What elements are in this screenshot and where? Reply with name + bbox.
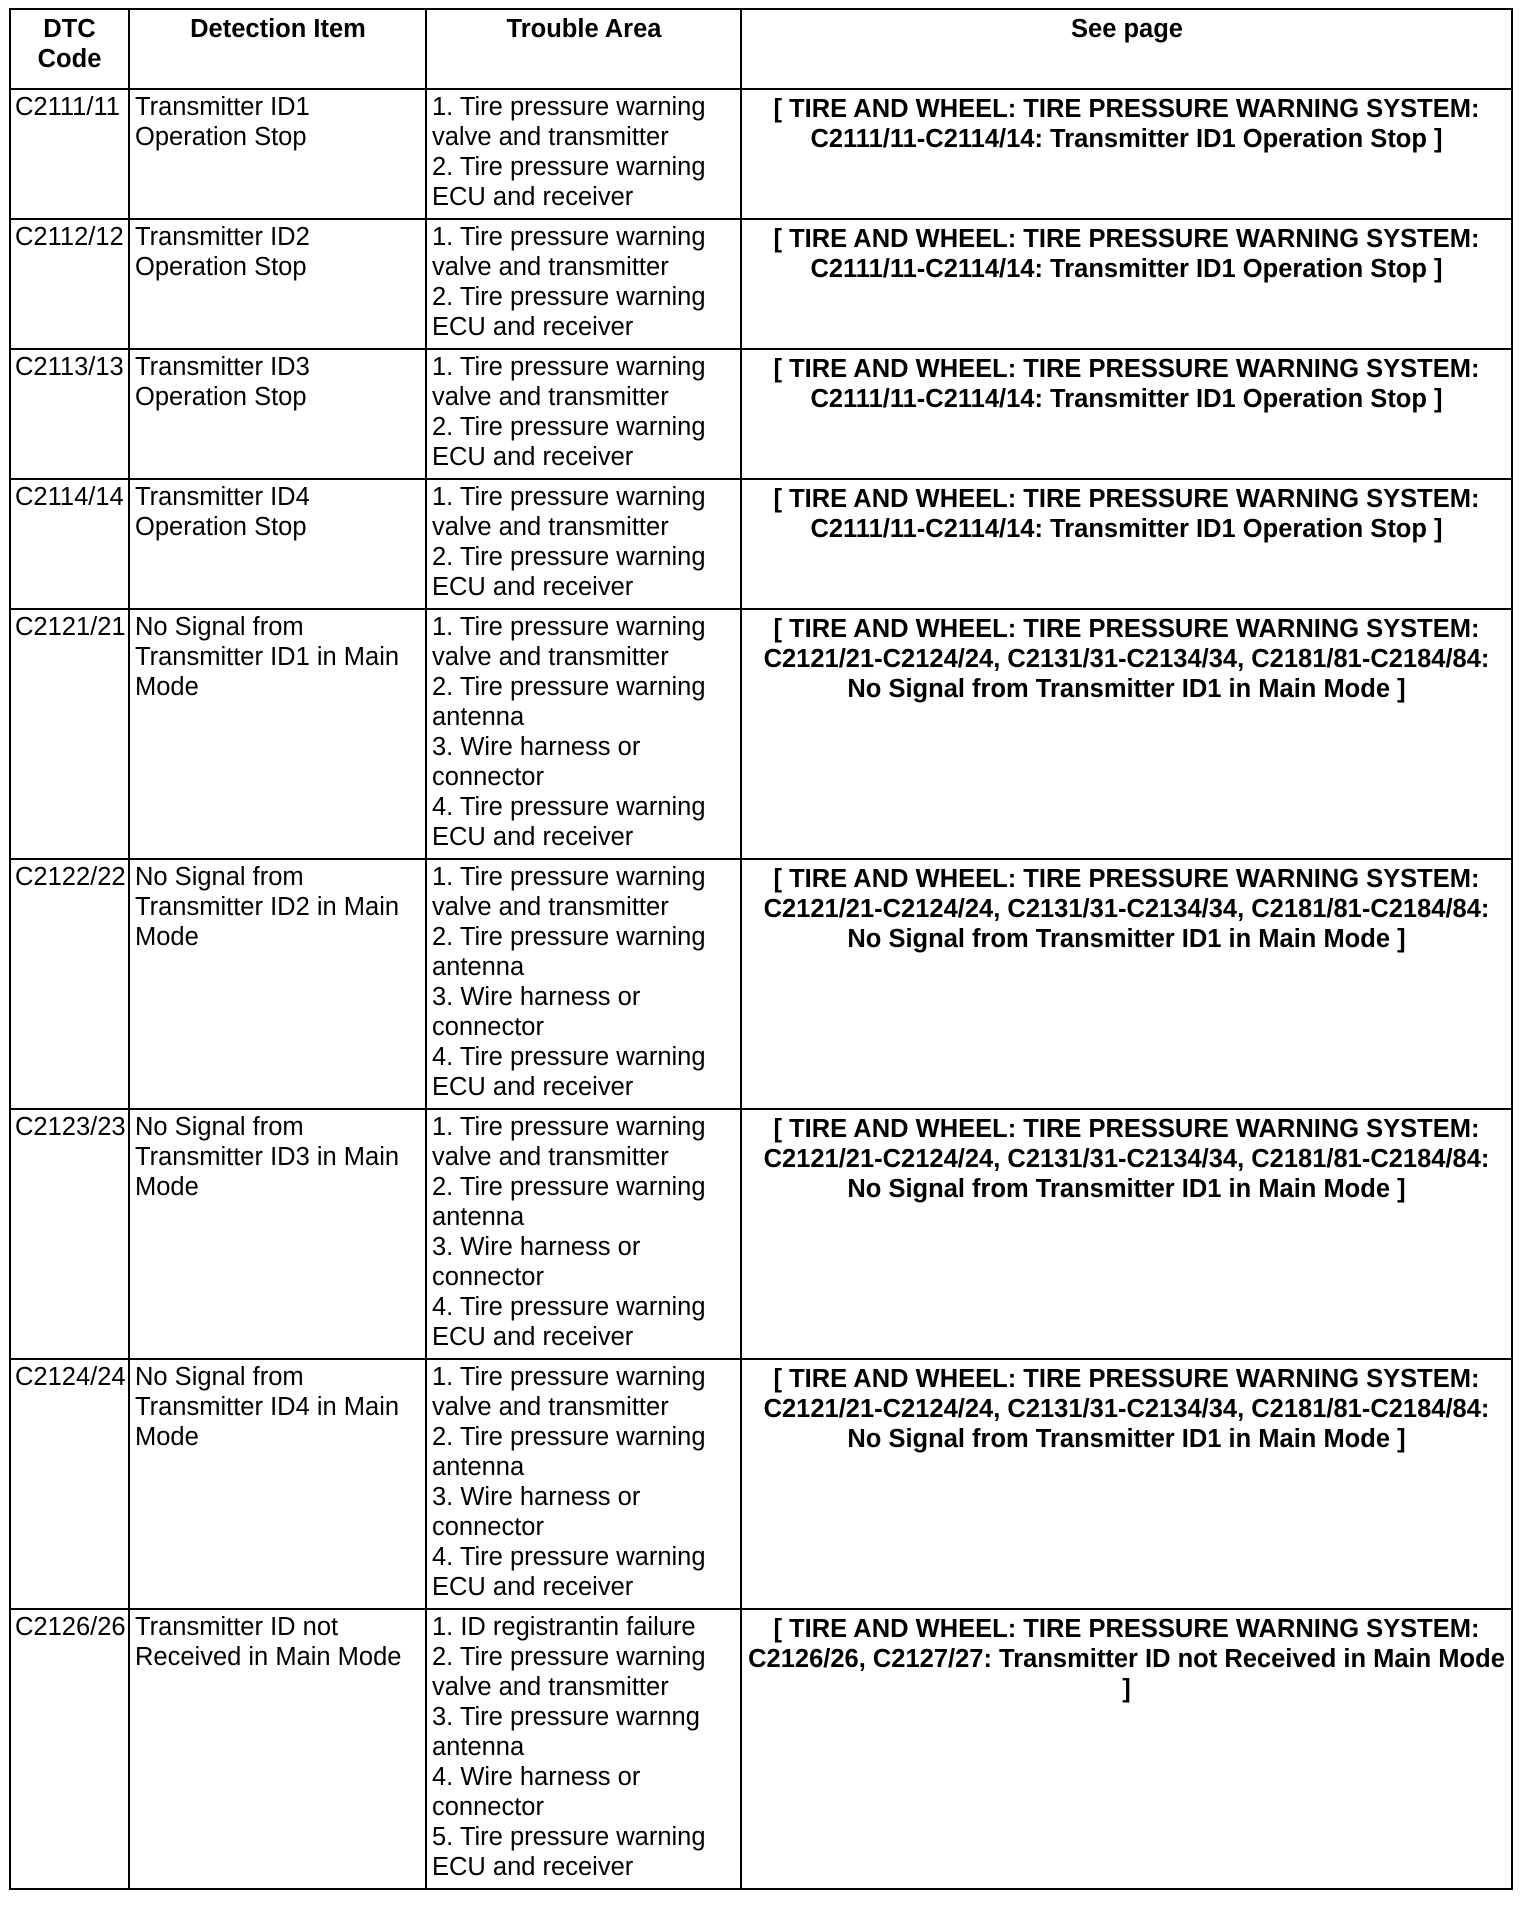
trouble-area-line: 3. Tire pressure warnng antenna	[432, 1703, 700, 1761]
dtc-table-body	[10, 89, 1512, 1889]
trouble-area-cell	[426, 1359, 741, 1609]
detection-item-cell: Transmitter ID4 Operation Stop	[129, 479, 426, 609]
dtc-code-cell: C2113/13	[10, 349, 129, 479]
detection-item-cell: No Signal from Transmitter ID3 in Main Mode	[129, 1109, 426, 1359]
trouble-area-line: 1. Tire pressure warning valve and transmitter	[432, 1363, 706, 1421]
see-page-link[interactable]: [ TIRE AND WHEEL: TIRE PRESSURE WARNING SYSTEM: C2121/21-C2124/24, C2131/31-C2134/34, C2181/81-C2184/84: No Signal from Transmitter ID1 in Main Mode ]	[741, 859, 1512, 1109]
trouble-area-cell	[426, 609, 741, 859]
see-page-link[interactable]: [ TIRE AND WHEEL: TIRE PRESSURE WARNING SYSTEM: C2111/11-C2114/14: Transmitter ID1 Operation Stop ]	[741, 479, 1512, 609]
header-detection-item: Detection Item	[129, 9, 426, 89]
trouble-area-line: 4. Tire pressure warning ECU and receiver	[432, 1293, 706, 1351]
see-page-link[interactable]: [ TIRE AND WHEEL: TIRE PRESSURE WARNING SYSTEM: C2111/11-C2114/14: Transmitter ID1 Operation Stop ]	[741, 219, 1512, 349]
trouble-area-line: 1. ID registrantin failure	[432, 1613, 696, 1641]
trouble-area-cell	[426, 89, 741, 219]
dtc-code-cell: C2123/23	[10, 1109, 129, 1359]
table-row	[10, 1109, 1512, 1359]
detection-item-cell: Transmitter ID2 Operation Stop	[129, 219, 426, 349]
see-page-link[interactable]: [ TIRE AND WHEEL: TIRE PRESSURE WARNING SYSTEM: C2126/26, C2127/27: Transmitter ID not Received in Main Mode ]	[741, 1609, 1512, 1889]
dtc-code-cell: C2112/12	[10, 219, 129, 349]
header-row	[10, 9, 1512, 89]
detection-item-cell: No Signal from Transmitter ID4 in Main Mode	[129, 1359, 426, 1609]
detection-item-cell: No Signal from Transmitter ID1 in Main Mode	[129, 609, 426, 859]
detection-item-cell: Transmitter ID3 Operation Stop	[129, 349, 426, 479]
dtc-code-cell: C2111/11	[10, 89, 129, 219]
header-trouble-area: Trouble Area	[426, 9, 741, 89]
trouble-area-line: 3. Wire harness or connector	[432, 1233, 641, 1291]
trouble-area-cell	[426, 479, 741, 609]
trouble-area-line: 4. Tire pressure warning ECU and receiver	[432, 1043, 706, 1101]
see-page-link[interactable]: [ TIRE AND WHEEL: TIRE PRESSURE WARNING SYSTEM: C2121/21-C2124/24, C2131/31-C2134/34, C2181/81-C2184/84: No Signal from Transmitter ID1 in Main Mode ]	[741, 1359, 1512, 1609]
detection-item-cell: Transmitter ID1 Operation Stop	[129, 89, 426, 219]
table-row	[10, 89, 1512, 219]
dtc-code-cell: C2114/14	[10, 479, 129, 609]
trouble-area-line: 1. Tire pressure warning valve and transmitter	[432, 1113, 706, 1171]
trouble-area-line: 2. Tire pressure warning valve and transmitter	[432, 1643, 706, 1701]
trouble-area-line: 2. Tire pressure warning ECU and receiver	[432, 153, 706, 211]
table-row	[10, 1359, 1512, 1609]
trouble-area-line: 1. Tire pressure warning valve and transmitter	[432, 483, 706, 541]
trouble-area-line: 5. Tire pressure warning ECU and receiver	[432, 1823, 706, 1881]
trouble-area-cell	[426, 1109, 741, 1359]
header-see-page: See page	[741, 9, 1512, 89]
trouble-area-line: 1. Tire pressure warning valve and transmitter	[432, 93, 706, 151]
header-dtc-code: DTC Code	[10, 9, 129, 89]
trouble-area-line: 1. Tire pressure warning valve and transmitter	[432, 223, 706, 281]
trouble-area-line: 3. Wire harness or connector	[432, 733, 641, 791]
dtc-code-cell: C2126/26	[10, 1609, 129, 1889]
trouble-area-line: 2. Tire pressure warning antenna	[432, 673, 706, 731]
trouble-area-line: 4. Tire pressure warning ECU and receiver	[432, 1543, 706, 1601]
see-page-link[interactable]: [ TIRE AND WHEEL: TIRE PRESSURE WARNING SYSTEM: C2111/11-C2114/14: Transmitter ID1 Operation Stop ]	[741, 89, 1512, 219]
trouble-area-line: 4. Tire pressure warning ECU and receiver	[432, 793, 706, 851]
trouble-area-cell	[426, 219, 741, 349]
trouble-area-cell	[426, 349, 741, 479]
trouble-area-line: 3. Wire harness or connector	[432, 983, 641, 1041]
see-page-link[interactable]: [ TIRE AND WHEEL: TIRE PRESSURE WARNING SYSTEM: C2121/21-C2124/24, C2131/31-C2134/34, C2181/81-C2184/84: No Signal from Transmitter ID1 in Main Mode ]	[741, 1109, 1512, 1359]
trouble-area-cell	[426, 859, 741, 1109]
trouble-area-line: 2. Tire pressure warning ECU and receiver	[432, 413, 706, 471]
table-row	[10, 609, 1512, 859]
table-row	[10, 859, 1512, 1109]
see-page-link[interactable]: [ TIRE AND WHEEL: TIRE PRESSURE WARNING SYSTEM: C2121/21-C2124/24, C2131/31-C2134/34, C2181/81-C2184/84: No Signal from Transmitter ID1 in Main Mode ]	[741, 609, 1512, 859]
trouble-area-line: 2. Tire pressure warning antenna	[432, 1423, 706, 1481]
trouble-area-line: 3. Wire harness or connector	[432, 1483, 641, 1541]
trouble-area-line: 1. Tire pressure warning valve and transmitter	[432, 613, 706, 671]
dtc-code-cell: C2124/24	[10, 1359, 129, 1609]
table-row	[10, 1609, 1512, 1889]
dtc-code-cell: C2121/21	[10, 609, 129, 859]
table-row	[10, 349, 1512, 479]
trouble-area-line: 1. Tire pressure warning valve and transmitter	[432, 863, 706, 921]
table-row	[10, 219, 1512, 349]
dtc-code-cell: C2122/22	[10, 859, 129, 1109]
detection-item-cell: No Signal from Transmitter ID2 in Main Mode	[129, 859, 426, 1109]
trouble-area-line: 4. Wire harness or connector	[432, 1763, 641, 1821]
dtc-table	[9, 8, 1513, 1890]
detection-item-cell: Transmitter ID not Received in Main Mode	[129, 1609, 426, 1889]
trouble-area-cell	[426, 1609, 741, 1889]
see-page-link[interactable]: [ TIRE AND WHEEL: TIRE PRESSURE WARNING SYSTEM: C2111/11-C2114/14: Transmitter ID1 Operation Stop ]	[741, 349, 1512, 479]
trouble-area-line: 2. Tire pressure warning antenna	[432, 1173, 706, 1231]
table-row	[10, 479, 1512, 609]
trouble-area-line: 2. Tire pressure warning ECU and receiver	[432, 283, 706, 341]
trouble-area-line: 2. Tire pressure warning antenna	[432, 923, 706, 981]
trouble-area-line: 2. Tire pressure warning ECU and receiver	[432, 543, 706, 601]
trouble-area-line: 1. Tire pressure warning valve and transmitter	[432, 353, 706, 411]
